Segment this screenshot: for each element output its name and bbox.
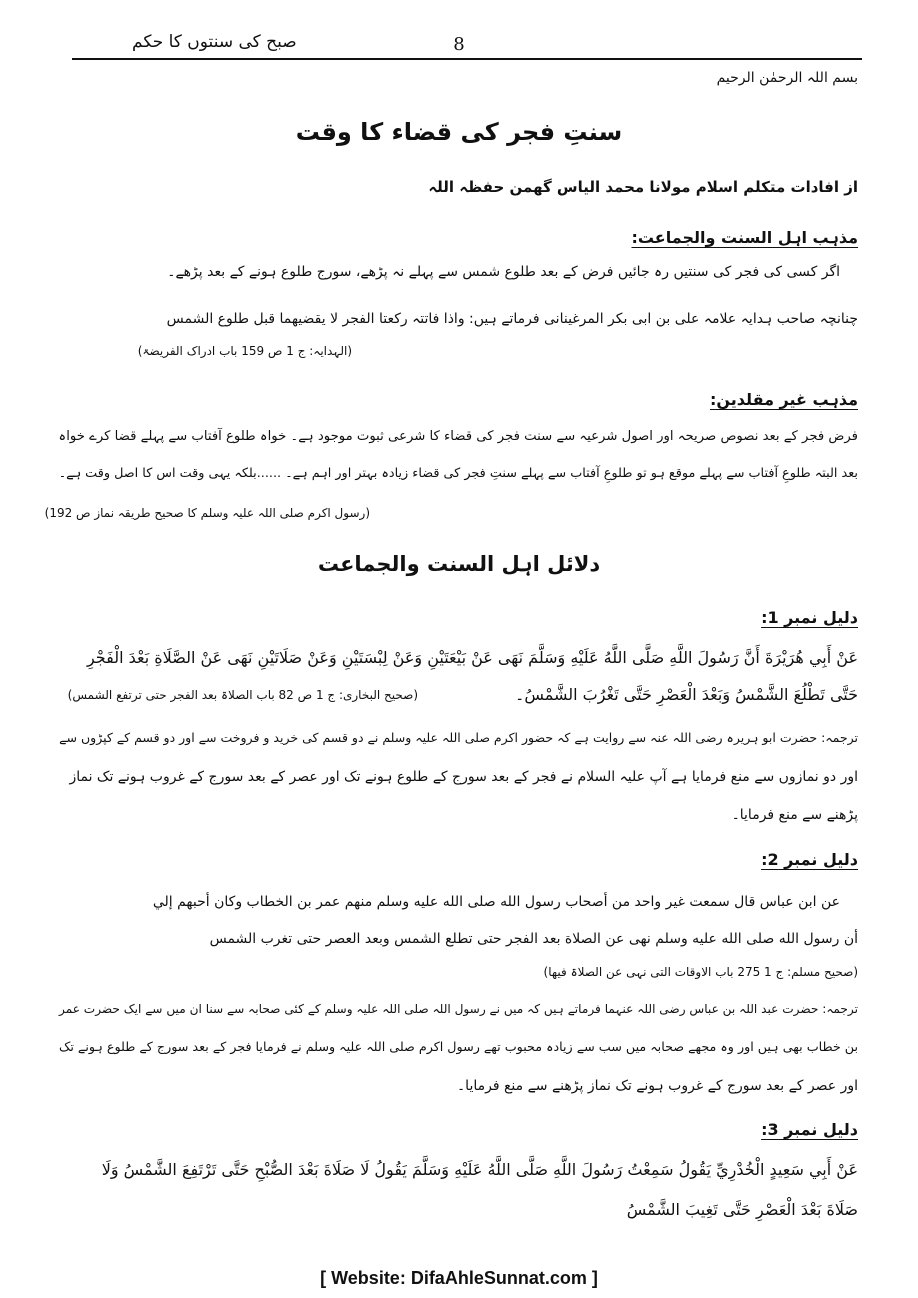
evidence-2-arabic-line-2: أن رسول الله صلى الله عليه وسلم نهى عن الصلاة بعد الفجر حتى تطلع الشمس وبعد العصر حتى تغرب الشمس (209, 931, 858, 947)
evidence-1-heading: دلیل نمبر 1: (761, 608, 858, 627)
evidence-2-translation-line-2: بن خطاب بھی ہیں اور وہ مجھے صحابہ میں سب سے زیادہ محبوب تھے رسول اکرم صلی اللہ علیہ وسلم نے فرمایا فجر کے بعد سورج کے طلوع ہونے تک (59, 1039, 858, 1054)
running-title: صبح کی سنتوں کا حکم (132, 32, 297, 52)
section2-reference: (رسول اکرم صلی اللہ علیہ وسلم کا صحیح طریقہ نماز ص 192) (44, 506, 370, 520)
evidence-1-translation-line-2: اور دو نمازوں سے منع فرمایا ہے آپ علیہ السلام نے فجر کے بعد سورج کے طلوع ہونے تک اور عصر کے بعد سورج کے غروب ہونے تک نماز (69, 769, 858, 785)
section2-line-2: بعد البتہ طلوعِ آفتاب سے پہلے موقع ہو تو طلوعِ آفتاب سے پہلے سنتِ فجر کی قضاء زیادہ بہتر اور اہم ہے۔ ......بلکہ یہی وقت اس کا اصل وقت ہے۔ (58, 466, 858, 481)
bismillah: بسم اللہ الرحمٰن الرحیم (716, 70, 858, 86)
evidence-1-arabic-line-1: عَنْ أَبِي هُرَيْرَةَ أَنَّ رَسُولَ اللَّهِ صَلَّى اللَّهُ عَلَيْهِ وَسَلَّمَ نَهَى عَنْ بَيْعَتَيْنِ وَعَنْ لِبْسَتَيْنِ وَعَنْ صَلَاتَيْنِ نَهَى عَنْ الصَّلَاةِ بَعْدَ الْفَجْرِ (86, 648, 858, 667)
page-number: 8 (453, 34, 465, 55)
evidence-3-heading: دلیل نمبر 3: (761, 1120, 858, 1139)
evidence-1-translation-line-3: پڑھنے سے منع فرمایا۔ (731, 807, 858, 823)
evidence-1-reference: (صحیح البخاری: ج 1 ص 82 باب الصلاۃ بعد الفجر حتی ترتفع الشمس) (67, 688, 418, 702)
evidence-3-arabic-line-2: صَلَاةَ بَعْدَ الْعَصْرِ حَتَّى تَغِيبَ الشَّمْسُ (626, 1200, 858, 1219)
section1-reference: (الہدایہ: ج 1 ص 159 باب ادراک الفریضۃ) (137, 344, 352, 358)
evidence-section-title: دلائل اہل السنت والجماعت (317, 552, 601, 576)
evidence-2-translation-line-3: اور عصر کے بعد سورج کے غروب ہونے تک نماز پڑھنے سے منع فرمایا۔ (456, 1078, 858, 1094)
evidence-1-arabic-line-2: حَتَّى تَطْلُعَ الشَّمْسُ وَبَعْدَ الْعَصْرِ حَتَّى تَغْرُبَ الشَّمْسُ۔ (514, 685, 858, 704)
byline: از افادات متکلم اسلام مولانا محمد الیاس گھمن حفظہ اللہ (428, 178, 858, 196)
evidence-2-arabic-line-1: عن ابن عباس قال سمعت غير واحد من أصحاب رسول الله صلى الله عليه وسلم منهم عمر بن الخطاب وكان أحبهم إلي (152, 894, 840, 910)
evidence-2-reference: (صحیح مسلم: ج 1 275 باب الاوقات التی نہی عن الصلاۃ فیھا) (543, 965, 858, 979)
section2-line-1: فرض فجر کے بعد نصوص صریحہ اور اصول شرعیہ سے سنت فجر کی قضاء کا شرعی ثبوت موجود ہے۔ خواہ طلوع آفتاب سے پہلے قضا کرے خواہ (58, 429, 858, 444)
evidence-1-translation-line-1: ترجمہ: حضرت ابو ہریرہ رضی اللہ عنہ سے روایت ہے کہ حضور اکرم صلی اللہ علیہ وسلم نے دو قسم کی خرید و فروخت سے اور دو قسم کے کپڑوں سے (59, 730, 858, 745)
section-heading-ghair-muqallideen: مذہب غیر مقلدین: (709, 390, 858, 409)
evidence-2-translation-line-1: ترجمہ: حضرت عبد اللہ بن عباس رضی اللہ عنہما فرماتے ہیں کہ میں نے رسول اللہ صلی اللہ علیہ وسلم کے کئی صحابہ سے سنا ان میں سے ایک حضرت عمر (59, 1002, 858, 1016)
header-rule (72, 58, 862, 60)
section1-line-1: اگر کسی کی فجر کی سنتیں رہ جائیں فرض کے بعد طلوع شمس سے پہلے نہ پڑھے، سورج طلوع ہونے کے بعد پڑھے۔ (167, 264, 840, 280)
section-heading-ahlesunnat: مذہب اہل السنت والجماعت: (631, 228, 858, 247)
evidence-2-heading: دلیل نمبر 2: (761, 850, 858, 869)
page-title: سنتِ فجر کی قضاء کا وقت (295, 118, 623, 146)
section1-line-2: چنانچہ صاحب ہدایہ علامہ علی بن ابی بکر المرغینانی فرماتے ہیں: واذا فاتتہ رکعتا الفجر لا یقضیھما قبل طلوع الشمس (166, 311, 858, 327)
website-footer: [ Website: DifaAhleSunnat.com ] (320, 1268, 598, 1288)
evidence-3-arabic-line-1: عَنْ أَبِي سَعِيدٍ الْخُدْرِيِّ يَقُولُ سَمِعْتُ رَسُولَ اللَّهِ صَلَّى اللَّهُ عَلَيْهِ وَسَلَّمَ يَقُولُ لَا صَلَاةَ بَعْدَ الصُّبْحِ حَتَّى تَرْتَفِعَ الشَّمْسُ وَلَا (101, 1160, 858, 1179)
